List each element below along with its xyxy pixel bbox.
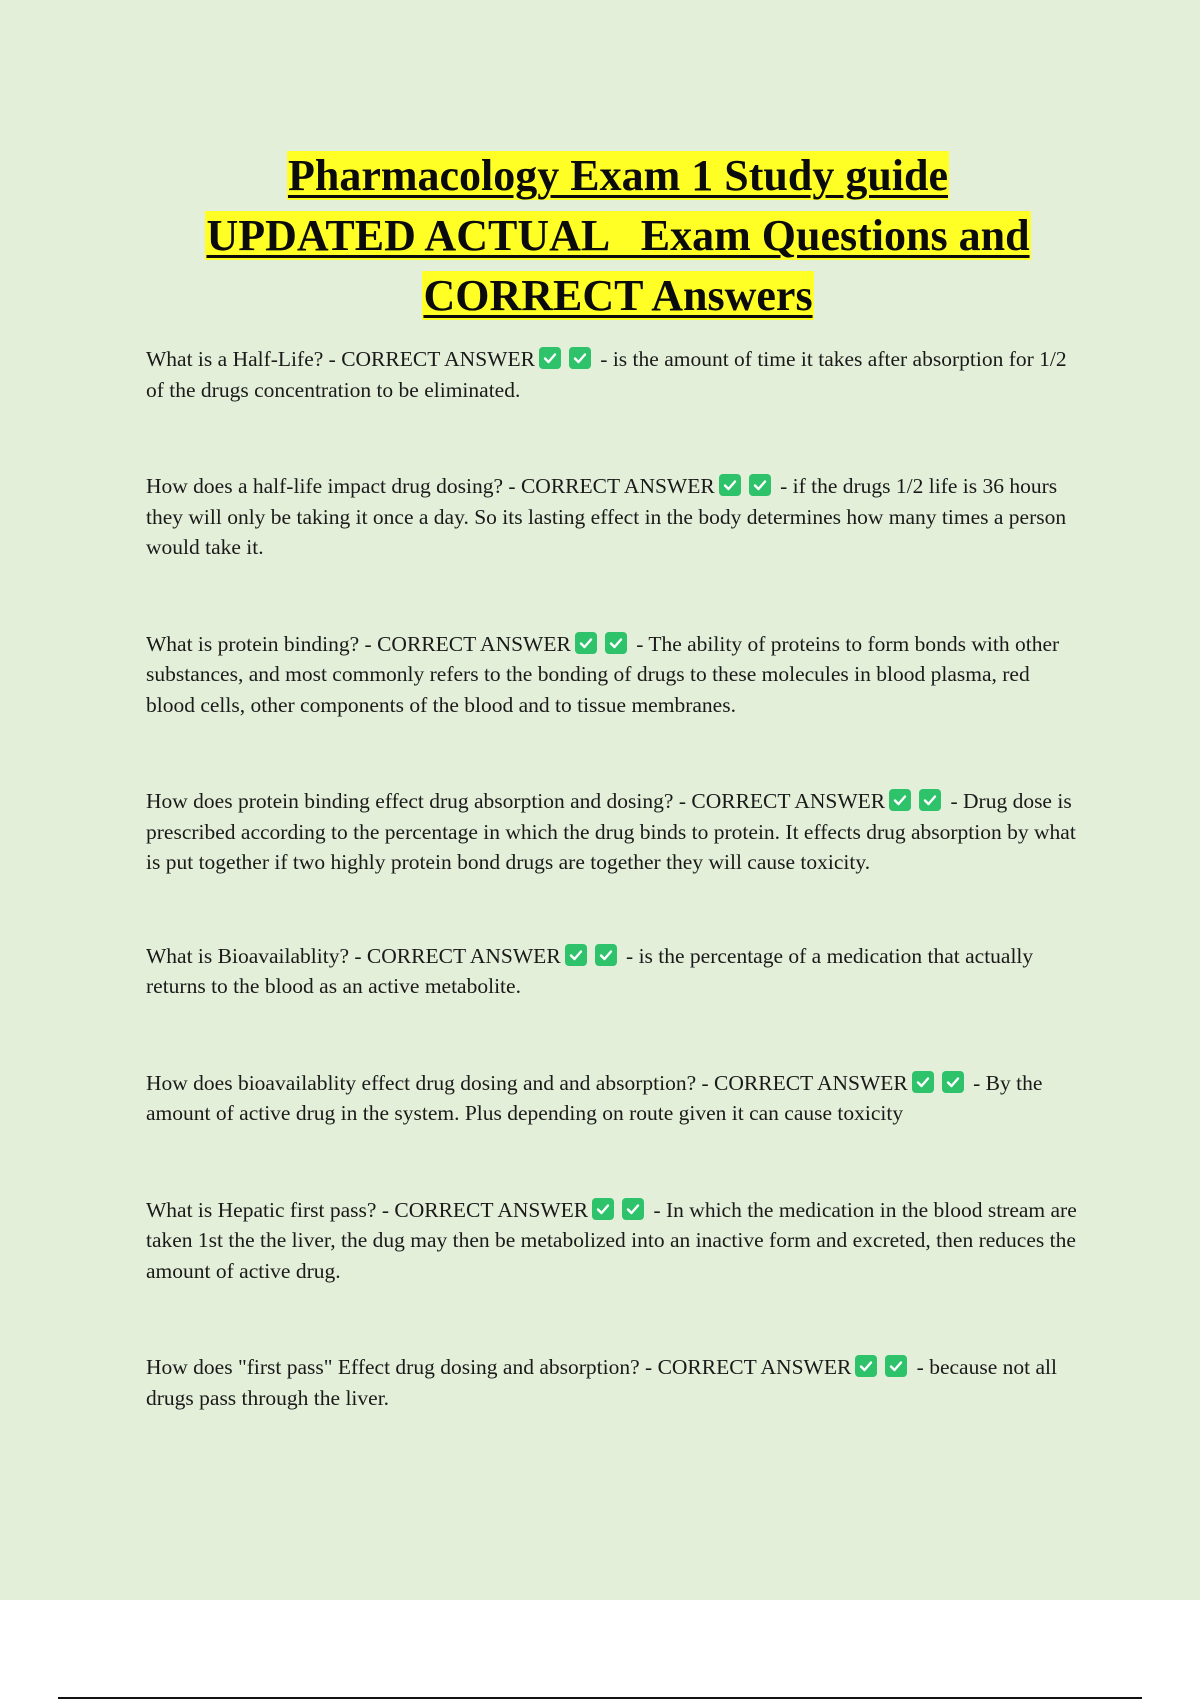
check-icon	[539, 347, 561, 369]
answer-text: - if the drugs 1/2 life is 36 hours they will only be taking it once a day. So its lasting effect in the body determines how many times a person would take it.	[146, 474, 1067, 559]
answer-marker: - CORRECT ANSWER	[364, 631, 571, 656]
check-icon	[719, 474, 741, 496]
question-text: How does bioavailablity effect drug dosing and and absorption?	[146, 1070, 697, 1095]
title-line-3: CORRECT Answers	[423, 271, 813, 320]
check-icon	[575, 632, 597, 654]
question-text: What is Hepatic first pass?	[146, 1197, 377, 1222]
check-icon	[565, 944, 587, 966]
page-bottom-divider	[58, 1697, 1142, 1699]
document-title	[120, 146, 1116, 326]
answer-marker: - CORRECT ANSWER	[354, 943, 561, 968]
answer-text: - is the amount of time it takes after absorption for 1/2 of the drugs concentration to be eliminated.	[146, 347, 1067, 402]
question-text: What is Bioavailablity?	[146, 943, 350, 968]
answer-marker: - CORRECT ANSWER	[328, 347, 535, 371]
qa-item-protein-binding-dosing	[146, 786, 1082, 878]
check-icon	[919, 789, 941, 811]
check-icon	[605, 632, 627, 654]
check-icon	[942, 1071, 964, 1093]
qa-item-protein-binding	[146, 629, 1082, 721]
answer-text: - By the amount of active drug in the system. Plus depending on route given it can cause toxicity	[146, 1070, 1043, 1125]
answer-marker: - CORRECT ANSWER	[645, 1355, 852, 1379]
answer-text: - Drug dose is prescribed according to the percentage in which the drug binds to protein. It effects drug absorption by what is put together if two highly protein bond drugs are together they will cause toxicity.	[146, 789, 1076, 874]
answer-marker: - CORRECT ANSWER	[381, 1197, 589, 1222]
qa-item-bioavailability	[146, 941, 1082, 1002]
answer-marker: - CORRECT ANSWER	[701, 1070, 908, 1095]
check-icon	[749, 474, 771, 496]
qa-item-hepatic-first-pass	[146, 1195, 1082, 1287]
title-line-2: UPDATED ACTUAL Exam Questions and	[206, 211, 1030, 260]
check-icon	[622, 1198, 644, 1220]
answer-text: - The ability of proteins to form bonds with other substances, and most commonly refers to the bonding of drugs to these molecules in blood plasma, red blood cells, other components of the blood and to tissue membranes.	[146, 631, 1060, 717]
question-text: How does protein binding effect drug absorption and dosing?	[146, 789, 674, 813]
question-text: How does "first pass" Effect drug dosing and absorption?	[146, 1355, 640, 1379]
check-icon	[595, 944, 617, 966]
answer-text: - because not all drugs pass through the liver.	[146, 1355, 1057, 1410]
answer-marker: - CORRECT ANSWER	[678, 789, 886, 813]
question-text: What is protein binding?	[146, 631, 360, 656]
qa-item-half-life	[146, 344, 1082, 405]
qa-list	[146, 344, 1082, 1413]
check-icon	[569, 347, 591, 369]
title-line-1: Pharmacology Exam 1 Study guide	[287, 151, 949, 200]
qa-item-first-pass-dosing	[146, 1352, 1082, 1413]
check-icon	[885, 1355, 907, 1377]
check-icon	[855, 1355, 877, 1377]
answer-marker: - CORRECT ANSWER	[508, 474, 715, 498]
check-icon	[912, 1071, 934, 1093]
qa-item-bioavailability-dosing	[146, 1068, 1082, 1129]
qa-item-half-life-dosing	[146, 471, 1082, 563]
answer-text: - is the percentage of a medication that actually returns to the blood as an active metabolite.	[146, 943, 1034, 998]
question-text: How does a half-life impact drug dosing?	[146, 474, 504, 498]
check-icon	[889, 789, 911, 811]
check-icon	[592, 1198, 614, 1220]
question-text: What is a Half-Life?	[146, 347, 324, 371]
answer-text: - In which the medication in the blood stream are taken 1st the the liver, the dug may then be metabolized into an inactive form and excreted, then reduces the amount of active drug.	[146, 1197, 1077, 1283]
